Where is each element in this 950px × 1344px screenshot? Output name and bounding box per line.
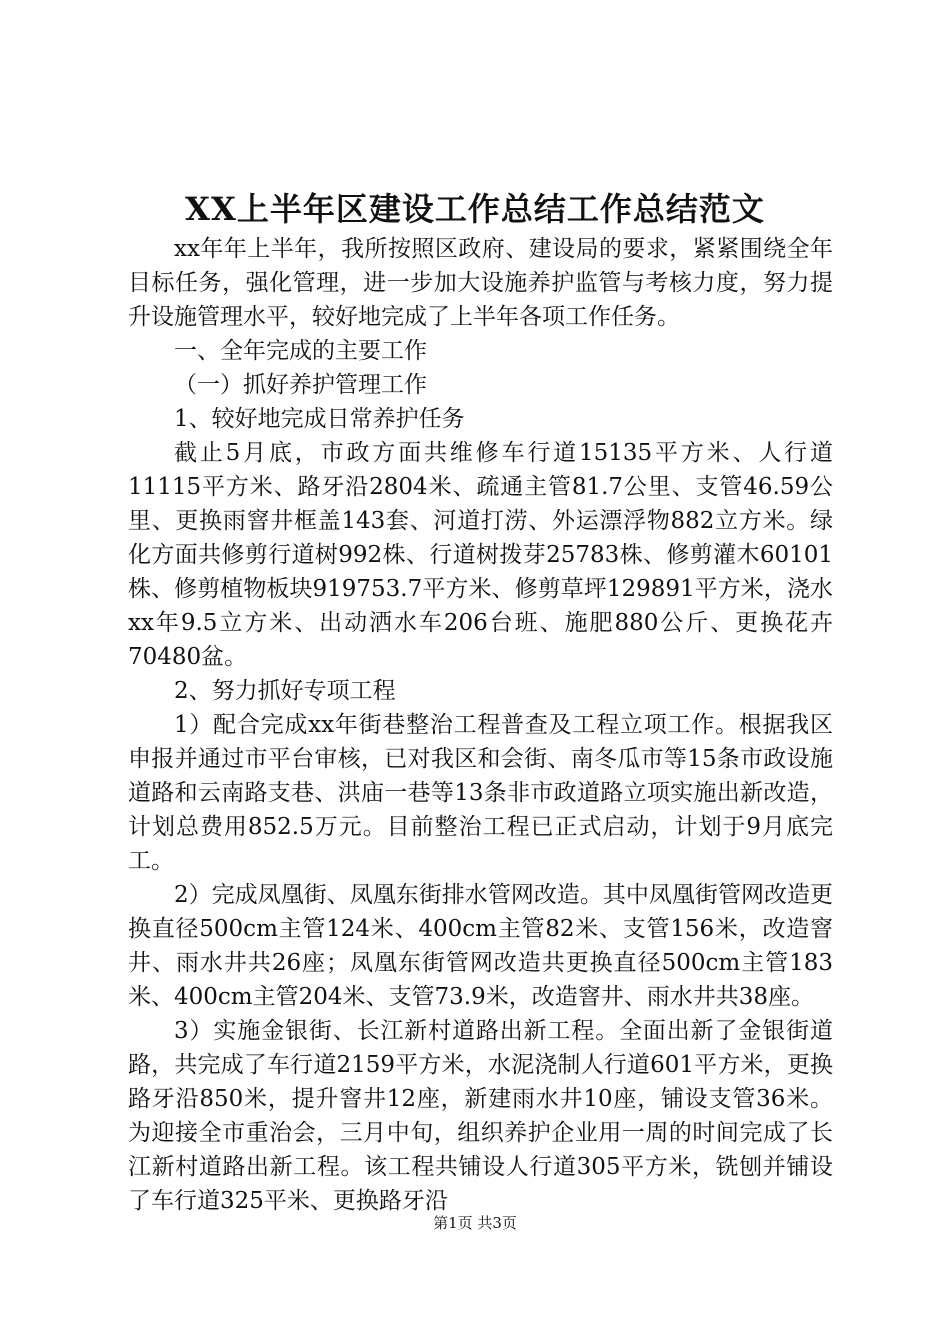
item-heading-2: 2、努力抓好专项工程 bbox=[174, 678, 396, 704]
paragraph-project-3: 3）实施金银街、长江新村道路出新工程。全面出新了金银街道路，共完成了车行道2159平方米，水泥浇制人行道601平方米，更换路牙沿850米，提升窨井12座，新建雨水井10座，铺设支管36米。为迎接全市重治会，三月中旬，组织养护企业用一周的时间完成了长江新村道路出新工程。该工程共铺设人行道305平方米，铣刨并铺设了车行道325平米、更换路牙沿 bbox=[128, 1018, 833, 1214]
document-title: XX上半年区建设工作总结工作总结范文 bbox=[185, 190, 765, 228]
paragraph-project-1: 1）配合完成xx年街巷整治工程普查及工程立项工作。根据我区申报并通过市平台审核，已对我区和会街、南冬瓜市等15条市政设施道路和云南路支巷、洪庙一巷等13条非市政道路立项实施出新改造，计划总费用852.5万元。目前整治工程已正式启动，计划于9月底完工。 bbox=[128, 712, 833, 874]
document-body bbox=[128, 232, 833, 1218]
paragraph-project-2: 2）完成凤凰街、凤凰东街排水管网改造。其中凤凰街管网改造更换直径500cm主管124米、400cm主管82米、支管156米，改造窨井、雨水井共26座；凤凰东街管网改造共更换直径500cm主管183米、400cm主管204米、支管73.9米，改造窨井、雨水井共38座。 bbox=[128, 882, 833, 1010]
section-heading-1: 一、全年完成的主要工作 bbox=[174, 338, 427, 364]
paragraph-intro: xx年年上半年，我所按照区政府、建设局的要求，紧紧围绕全年目标任务，强化管理，进一步加大设施养护监管与考核力度，努力提升设施管理水平，较好地完成了上半年各项工作任务。 bbox=[128, 236, 833, 330]
paragraph-maintenance: 截止5月底，市政方面共维修车行道15135平方米、人行道11115平方米、路牙沿2804米、疏通主管81.7公里、支管46.59公里、更换雨窨井框盖143套、河道打涝、外运漂浮物882立方米。绿化方面共修剪行道树992株、行道树拨芽25783株、修剪灌木60101株、修剪植物板块919753.7平方米、修剪草坪129891平方米，浇水xx年9.5立方米、出动洒水车206台班、施肥880公斤、更换花卉70480盆。 bbox=[128, 440, 833, 670]
page-number-footer: 第1页 共3页 bbox=[433, 1214, 517, 1232]
subsection-heading-1: （一）抓好养护管理工作 bbox=[174, 372, 427, 398]
item-heading-1: 1、较好地完成日常养护任务 bbox=[174, 406, 465, 432]
